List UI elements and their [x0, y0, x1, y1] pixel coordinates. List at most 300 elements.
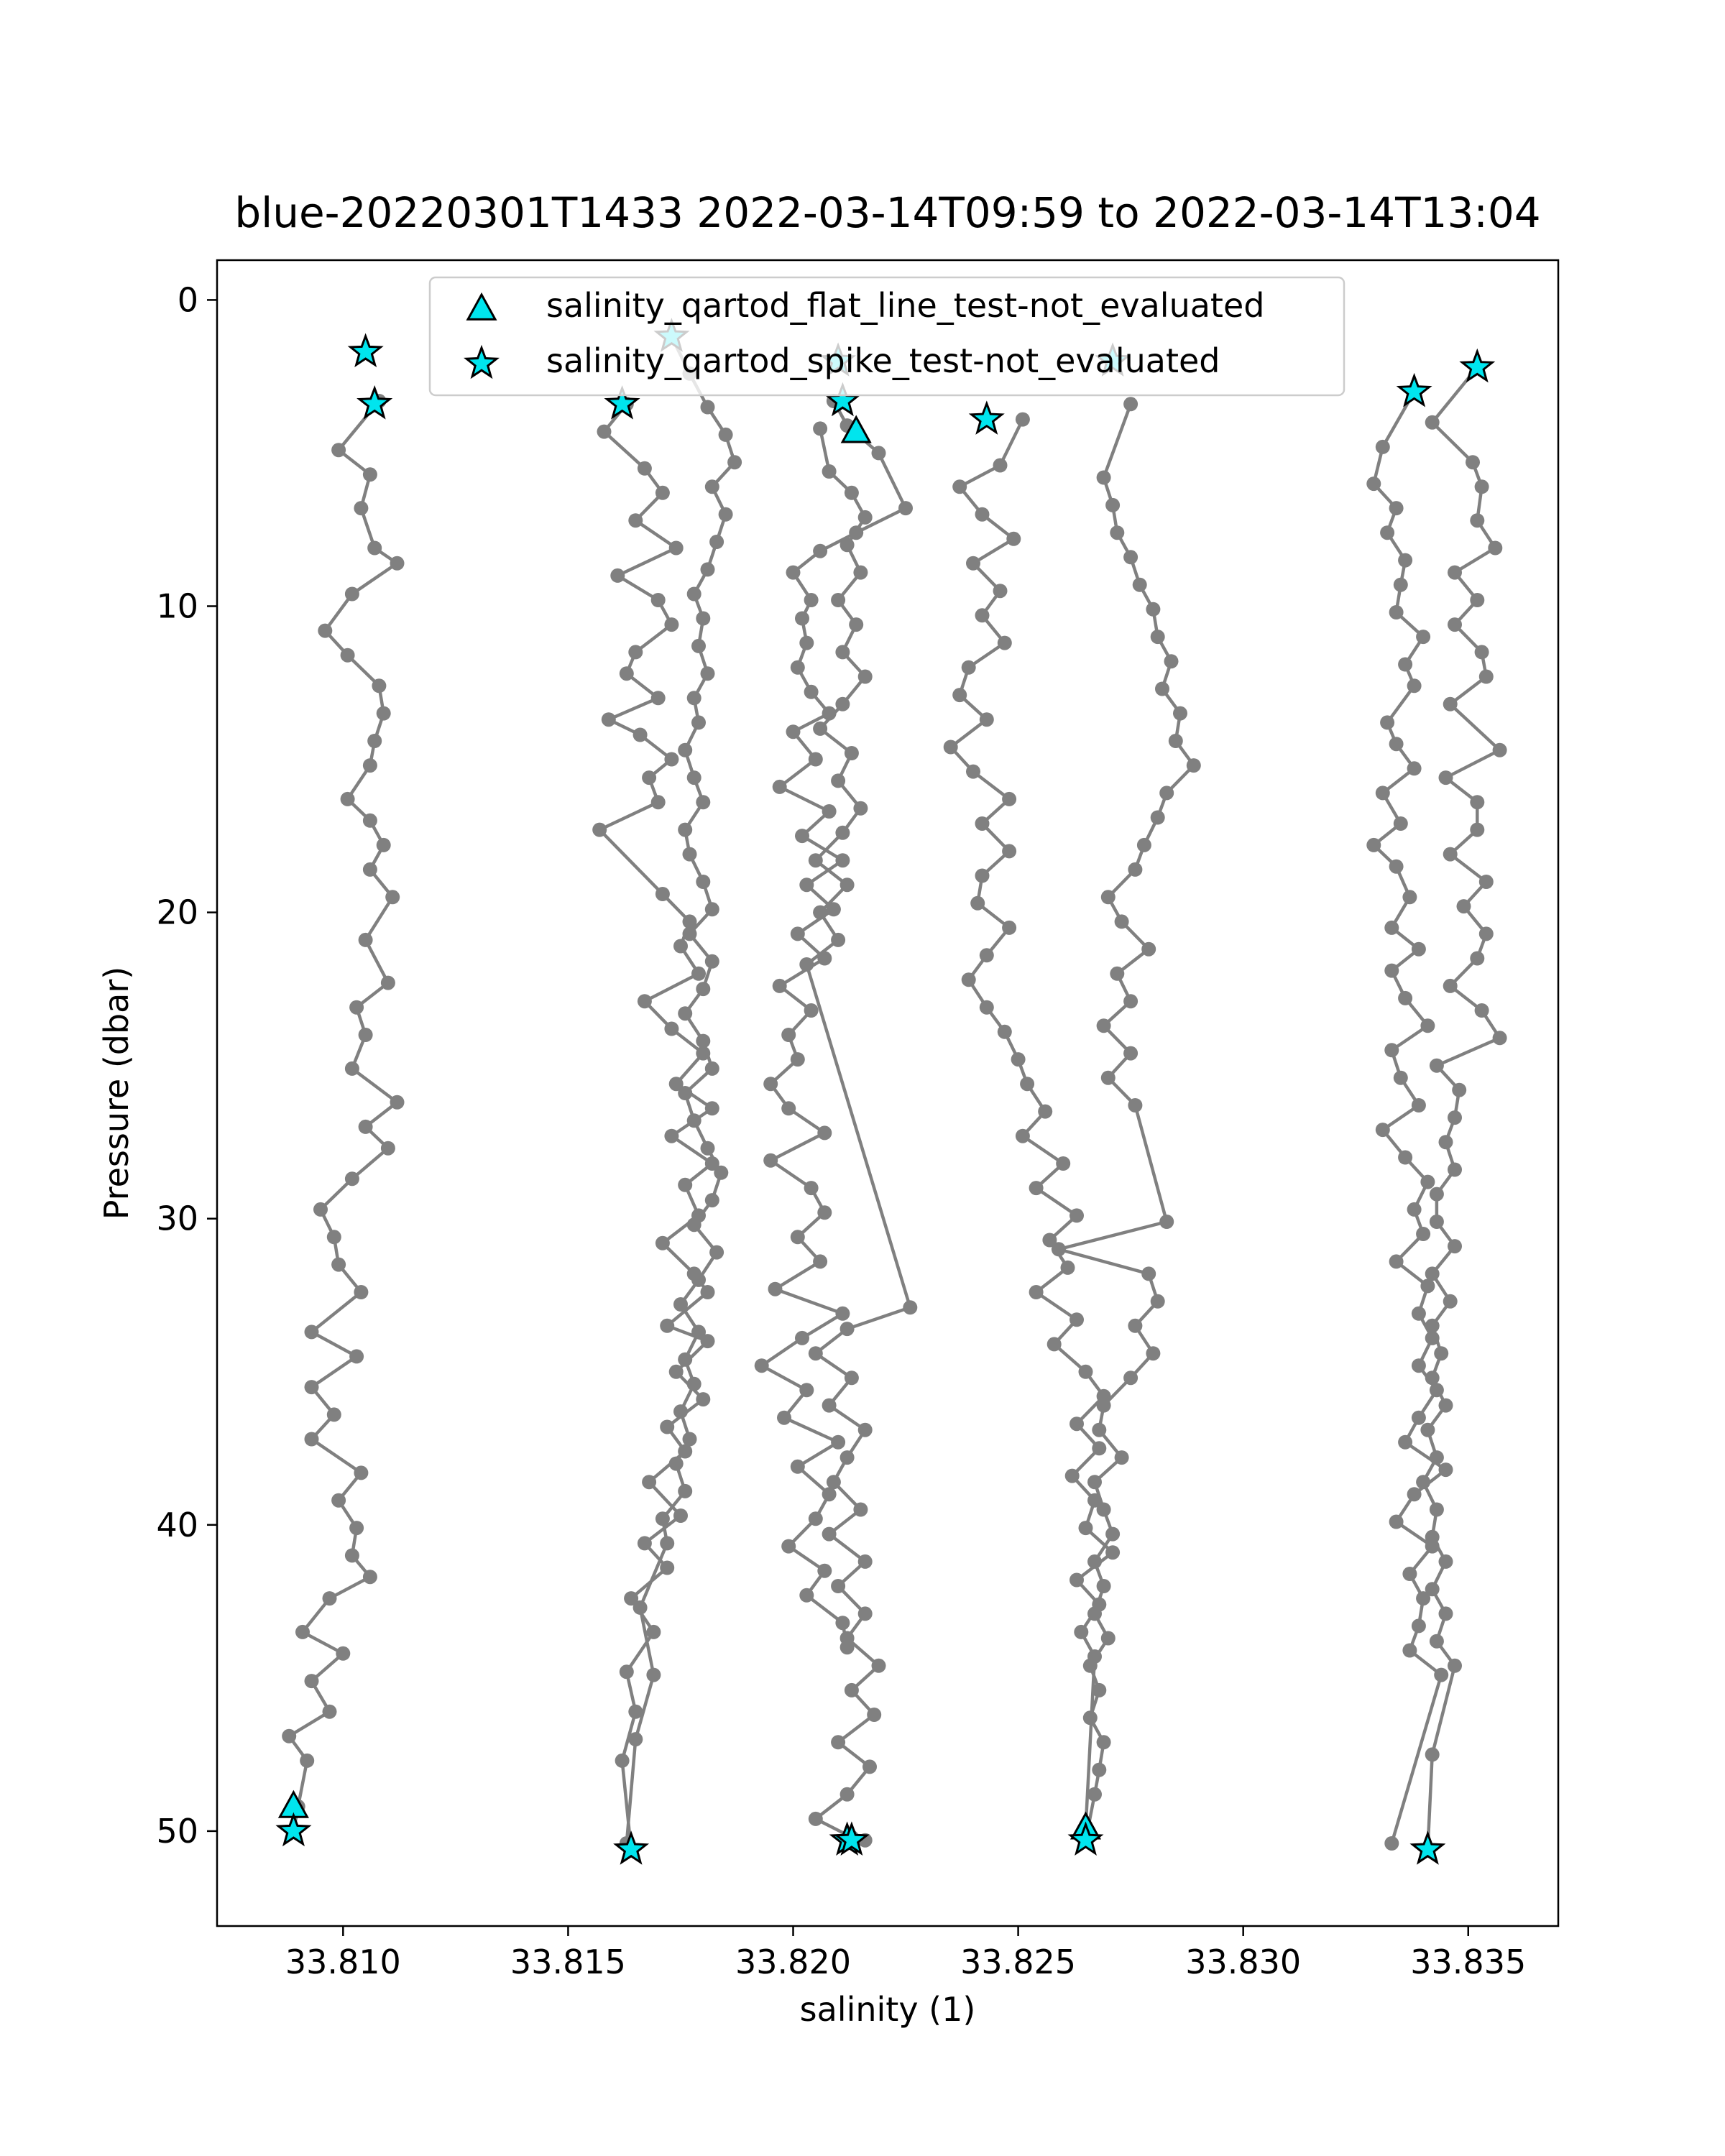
profile-7-point: [1123, 1370, 1138, 1385]
profile-3-point: [691, 1325, 706, 1339]
profile-9-point: [1430, 1634, 1444, 1649]
profile-5-point: [831, 933, 845, 947]
profile-8-point: [1402, 1567, 1417, 1581]
x-tick-label: 33.830: [1185, 1943, 1302, 1981]
profile-8-point: [1398, 553, 1412, 568]
profile-2-point: [656, 1236, 670, 1250]
profile-8-point: [1398, 991, 1412, 1005]
profile-9-point: [1493, 1031, 1507, 1045]
profile-2-point: [701, 1285, 715, 1299]
profile-1-point: [331, 1258, 346, 1272]
profile-9-point: [1443, 1294, 1458, 1309]
profile-2-point: [610, 568, 625, 583]
profile-5-point: [872, 1659, 886, 1673]
profile-7-point: [1141, 1266, 1156, 1281]
profile-7-point: [1092, 1763, 1106, 1777]
profile-4-point: [791, 1052, 805, 1067]
profile-3-point: [678, 1086, 692, 1100]
profile-2-point: [633, 728, 648, 742]
profile-4-point: [791, 926, 805, 941]
profile-8-point: [1398, 1151, 1412, 1165]
profile-2-point: [660, 1420, 674, 1434]
profile-3-point: [683, 1432, 697, 1447]
profile-5-point: [822, 464, 837, 479]
profile-7-point: [1128, 862, 1142, 877]
profile-4-point: [799, 877, 814, 892]
profile-8-point: [1398, 658, 1412, 672]
profile-7-point: [1141, 942, 1156, 957]
profile-9-point: [1448, 1239, 1462, 1253]
profile-3-point: [696, 875, 710, 889]
profile-1-point: [377, 706, 391, 721]
profile-5-point: [858, 1554, 873, 1569]
profile-4-point: [777, 1411, 791, 1425]
profile-7-point: [1151, 630, 1165, 644]
profile-3-point: [687, 770, 702, 785]
profile-6-point: [970, 896, 985, 911]
profile-6-point: [1002, 792, 1016, 806]
profile-1-point: [305, 1674, 319, 1688]
profile-7-point: [1123, 397, 1138, 411]
profile-5-point: [853, 1503, 868, 1517]
profile-7-point: [1155, 682, 1169, 696]
profile-3-point: [696, 612, 710, 626]
profile-1-point: [341, 792, 355, 806]
profile-8-point: [1420, 1175, 1435, 1189]
profile-2-point: [664, 617, 678, 632]
profile-8-point: [1407, 678, 1422, 693]
profile-4-point: [898, 501, 913, 515]
profile-9-point: [1443, 847, 1458, 862]
profile-2-point: [602, 712, 616, 727]
profile-4-point: [804, 593, 819, 607]
profile-7-point: [1123, 994, 1138, 1008]
profile-3-point: [719, 428, 733, 442]
profile-2-point: [669, 1365, 684, 1379]
profile-4-point: [795, 612, 809, 626]
profile-1-point: [300, 1754, 314, 1768]
profile-1-point: [390, 556, 405, 571]
profile-3-point: [633, 1600, 648, 1615]
profile-1-point: [282, 1729, 296, 1743]
profile-1-point: [323, 1705, 337, 1719]
profile-6-point: [975, 507, 990, 522]
profile-3-point: [691, 715, 706, 729]
profile-8-point: [1376, 440, 1390, 454]
profile-2-point: [620, 666, 634, 681]
profile-1-point: [305, 1325, 319, 1339]
profile-1-point: [336, 1646, 350, 1661]
profile-3-point: [705, 902, 719, 916]
profile-2-point: [669, 541, 684, 556]
profile-1-point: [377, 838, 391, 852]
profile-1-point: [345, 1061, 359, 1076]
profile-5-point: [840, 538, 855, 552]
profile-5-point: [845, 746, 859, 760]
profile-7-point: [1128, 1319, 1142, 1333]
profile-1-point: [363, 758, 377, 773]
profile-6-point: [980, 1000, 994, 1015]
profile-7-point: [1110, 525, 1124, 540]
profile-1-point: [381, 1141, 395, 1156]
profile-1-point: [345, 1171, 359, 1186]
profile-7-point: [1187, 758, 1201, 773]
profile-1-point: [327, 1230, 341, 1244]
profile-3-point: [687, 691, 702, 705]
profile-4-point: [755, 1358, 769, 1373]
profile-3-point: [714, 1166, 728, 1180]
y-tick-label: 10: [156, 586, 198, 626]
profile-1-point: [367, 541, 382, 556]
profile-9-point: [1439, 1606, 1453, 1621]
profile-5-point: [831, 1579, 845, 1593]
profile-5-point: [840, 877, 855, 892]
profile-6-point: [1047, 1337, 1062, 1351]
profile-7-point: [1128, 1098, 1142, 1112]
profile-9-point: [1434, 1346, 1448, 1360]
profile-1-point: [318, 624, 332, 638]
profile-1-point: [349, 1521, 364, 1535]
profile-9-point: [1439, 1399, 1453, 1413]
profile-9-point: [1425, 1582, 1440, 1596]
profile-8-point: [1389, 501, 1404, 515]
profile-5-point: [840, 1322, 855, 1336]
profile-9-point: [1425, 1370, 1440, 1385]
profile-8-point: [1366, 838, 1381, 852]
profile-9-point: [1475, 1003, 1489, 1018]
profile-8-point: [1412, 1098, 1426, 1112]
profile-5-point: [835, 645, 850, 659]
profile-8-point: [1376, 786, 1390, 800]
profile-9-point: [1425, 415, 1440, 430]
profile-4-point: [786, 724, 801, 739]
profile-4-point: [786, 566, 801, 580]
profile-9-point: [1430, 1215, 1444, 1229]
profile-8-point: [1394, 578, 1408, 592]
profile-1-point: [349, 1000, 364, 1015]
profile-2-point: [646, 1625, 661, 1639]
profile-4-point: [822, 1487, 837, 1501]
profile-1-point: [305, 1380, 319, 1394]
profile-4-point: [768, 1282, 783, 1296]
profile-5-point: [858, 670, 873, 684]
profile-6-point: [1016, 413, 1030, 427]
profile-6-point: [1079, 1521, 1093, 1535]
profile-2-point: [705, 1101, 719, 1115]
profile-3-point: [628, 1732, 643, 1746]
profile-8-point: [1407, 761, 1422, 775]
profile-6-point: [1029, 1285, 1044, 1299]
profile-5-point: [813, 722, 827, 736]
profile-1-point: [331, 443, 346, 457]
profile-1-point: [359, 1028, 373, 1042]
profile-9-point: [1479, 670, 1494, 684]
y-tick-label: 20: [156, 893, 198, 932]
profile-3-point: [687, 1217, 702, 1232]
profile-7-point: [1151, 811, 1165, 825]
profile-3-point: [691, 1273, 706, 1287]
profile-8-point: [1380, 525, 1394, 540]
profile-7-point: [1133, 578, 1147, 592]
profile-5-point: [809, 1346, 823, 1360]
profile-6-point: [966, 556, 980, 571]
profile-5-point: [845, 1683, 859, 1697]
profile-6-point: [1079, 1365, 1093, 1379]
profile-1-point: [345, 587, 359, 602]
profile-2-point: [651, 593, 666, 607]
profile-7-point: [1146, 602, 1160, 617]
legend-label-flat-line: salinity_qartod_flat_line_test-not_evaluated: [546, 286, 1265, 325]
profile-5-point: [813, 906, 827, 920]
profile-2-point: [696, 1392, 710, 1406]
profile-8-point: [1412, 1307, 1426, 1321]
profile-8-point: [1412, 942, 1426, 957]
profile-2-point: [592, 823, 607, 837]
profile-1-point: [331, 1493, 346, 1508]
profile-1-point: [341, 648, 355, 663]
profile-6-point: [998, 1025, 1012, 1039]
profile-8-point: [1384, 1043, 1399, 1057]
profile-2-point: [638, 994, 652, 1008]
profile-7-point: [1123, 1046, 1138, 1061]
profile-2-point: [651, 795, 666, 809]
profile-1-point: [354, 1285, 368, 1299]
profile-4-point: [817, 1564, 832, 1578]
profile-9-point: [1470, 513, 1484, 528]
profile-6-point: [952, 479, 967, 494]
profile-8-point: [1389, 605, 1404, 619]
profile-6-point: [1065, 1469, 1080, 1483]
profile-6-point: [1061, 1261, 1075, 1275]
profile-3-point: [687, 1377, 702, 1391]
profile-8-point: [1439, 1462, 1453, 1477]
profile-5-point: [813, 421, 827, 436]
profile-5-point: [835, 826, 850, 840]
profile-4-point: [817, 1205, 832, 1220]
profile-8-point: [1402, 1644, 1417, 1658]
profile-8-point: [1412, 1618, 1426, 1633]
profile-2-point: [615, 1754, 630, 1768]
profile-7-point: [1105, 498, 1120, 512]
profile-1-point: [354, 1465, 368, 1480]
profile-6-point: [952, 688, 967, 702]
profile-6-point: [966, 765, 980, 779]
profile-3-point: [678, 1006, 692, 1021]
profile-6-point: [1002, 921, 1016, 935]
y-tick-label: 0: [177, 280, 198, 320]
profile-5-point: [822, 1399, 837, 1413]
profile-6-point: [1002, 844, 1016, 858]
profile-2-point: [673, 939, 688, 954]
profile-2-point: [664, 752, 678, 767]
profile-7-point: [1092, 1423, 1106, 1437]
profile-4-point: [781, 1101, 796, 1115]
profile-4-point: [799, 1588, 814, 1603]
profile-2-point: [660, 1561, 674, 1575]
x-tick-label: 33.820: [735, 1943, 851, 1981]
profile-1-point: [359, 1120, 373, 1134]
profile-5-point: [809, 1812, 823, 1826]
profile-1-point: [363, 814, 377, 828]
legend: [430, 277, 1344, 395]
profile-5-point: [840, 1787, 855, 1802]
profile-3-point: [678, 1353, 692, 1367]
profile-2-point: [656, 486, 670, 500]
legend-label-spike: salinity_qartod_spike_test-not_evaluated: [546, 341, 1220, 380]
profile-3-point: [678, 1484, 692, 1498]
profile-6-point: [975, 816, 990, 831]
profile-4-point: [817, 1125, 832, 1140]
profile-8-point: [1394, 816, 1408, 831]
profile-8-point: [1389, 860, 1404, 874]
profile-4-point: [809, 752, 823, 767]
profile-7-point: [1097, 471, 1111, 485]
profile-2-point: [656, 887, 670, 901]
profile-2-point: [691, 967, 706, 981]
profile-3-point: [660, 1536, 674, 1550]
profile-7-point: [1097, 1503, 1111, 1517]
profile-4-point: [813, 544, 827, 558]
profile-6-point: [962, 660, 976, 675]
profile-9-point: [1425, 1530, 1440, 1544]
profile-9-point: [1416, 1475, 1430, 1489]
profile-2-point: [620, 1664, 634, 1679]
profile-4-point: [773, 979, 787, 993]
profile-6-point: [1070, 1573, 1084, 1588]
profile-7-point: [1083, 1710, 1098, 1725]
profile-4-point: [791, 1460, 805, 1474]
profile-8-point: [1384, 964, 1399, 978]
profile-9-point: [1470, 952, 1484, 966]
profile-4-point: [763, 1153, 778, 1168]
profile-4-point: [813, 1254, 827, 1268]
profile-2-point: [673, 1508, 688, 1523]
profile-9-point: [1493, 743, 1507, 757]
profile-2-point: [642, 1475, 656, 1489]
profile-9-point: [1439, 770, 1453, 785]
y-tick-label: 40: [156, 1505, 198, 1544]
profile-3-point: [696, 982, 710, 996]
profile-5-point: [835, 697, 850, 711]
profile-1-point: [313, 1202, 328, 1217]
profile-9-point: [1425, 1319, 1440, 1333]
profile-6-point: [1070, 1208, 1084, 1222]
profile-4-point: [773, 780, 787, 794]
profile-6-point: [1006, 532, 1021, 546]
profile-7-point: [1101, 1071, 1116, 1085]
profile-9-point: [1448, 1163, 1462, 1177]
profile-9-point: [1448, 617, 1462, 632]
profile-4-point: [799, 1383, 814, 1397]
profile-7-point: [1159, 786, 1174, 800]
profile-9-point: [1439, 1135, 1453, 1149]
profile-7-point: [1097, 1579, 1111, 1593]
profile-4-point: [835, 1616, 850, 1630]
profile-2-point: [628, 645, 643, 659]
profile-9-point: [1448, 1110, 1462, 1125]
profile-8-point: [1380, 715, 1394, 729]
profile-8-point: [1389, 1254, 1404, 1268]
profile-5-point: [867, 1708, 881, 1722]
profile-5-point: [849, 617, 863, 632]
profile-5-point: [831, 773, 845, 788]
profile-9-point: [1470, 823, 1484, 837]
profile-9-point: [1448, 566, 1462, 580]
profile-2-point: [664, 1129, 678, 1143]
profile-5-point: [858, 510, 873, 525]
profile-5-point: [809, 853, 823, 867]
profile-3-point: [719, 507, 733, 522]
profile-2-point: [651, 691, 666, 705]
profile-8-point: [1384, 1836, 1399, 1851]
profile-6-point: [998, 636, 1012, 650]
profile-7-point: [1101, 890, 1116, 904]
profile-3-point: [683, 926, 697, 941]
profile-3-point: [705, 954, 719, 969]
profile-3-point: [687, 1113, 702, 1128]
profile-9-point: [1466, 455, 1480, 469]
profile-3-point: [696, 1034, 710, 1049]
profile-7-point: [1173, 706, 1187, 721]
profile-4-point: [804, 1003, 819, 1018]
profile-8-point: [1420, 1279, 1435, 1293]
profile-9-point: [1425, 1266, 1440, 1281]
profile-2-point: [660, 1319, 674, 1333]
profile-8-point: [1407, 1202, 1422, 1217]
profile-7-point: [1123, 550, 1138, 564]
x-axis-label: salinity (1): [799, 1990, 976, 2029]
profile-2-point: [597, 425, 612, 439]
profile-1-point: [372, 678, 386, 693]
profile-7-point: [1105, 1527, 1120, 1542]
x-tick-label: 33.815: [510, 1943, 626, 1981]
profile-1-point: [345, 1548, 359, 1562]
profile-4-point: [795, 1331, 809, 1345]
profile-4-point: [799, 636, 814, 650]
profile-5-point: [799, 957, 814, 972]
profile-5-point: [853, 566, 868, 580]
profile-8-point: [1412, 1358, 1426, 1373]
y-axis-label: Pressure (dbar): [97, 966, 136, 1220]
profile-3-point: [673, 1404, 688, 1419]
profile-8-point: [1416, 1227, 1430, 1241]
profile-6-point: [962, 972, 976, 987]
profile-6-point: [980, 712, 994, 727]
profile-1-point: [363, 1570, 377, 1584]
profile-4-point: [835, 1307, 850, 1321]
profile-2-point: [678, 1178, 692, 1192]
profile-5-point: [827, 1475, 841, 1489]
profile-8-point: [1416, 630, 1430, 644]
profile-7-point: [1110, 967, 1124, 981]
profile-8-point: [1402, 890, 1417, 904]
profile-7-point: [1164, 654, 1179, 668]
profile-8-point: [1412, 1411, 1426, 1425]
profile-3-point: [705, 1061, 719, 1076]
profile-4-point: [822, 804, 837, 819]
profile-7-point: [1097, 1399, 1111, 1413]
profile-3-point: [705, 1193, 719, 1207]
y-tick-label: 30: [156, 1199, 198, 1238]
profile-1-point: [354, 501, 368, 515]
profile-7-point: [1087, 1606, 1102, 1621]
profile-1-point: [359, 933, 373, 947]
profile-9-point: [1420, 1423, 1435, 1437]
profile-3-point: [701, 400, 715, 415]
profile-6-point: [1011, 1052, 1026, 1067]
profile-7-point: [1101, 1631, 1116, 1646]
x-tick-label: 33.810: [285, 1943, 401, 1981]
